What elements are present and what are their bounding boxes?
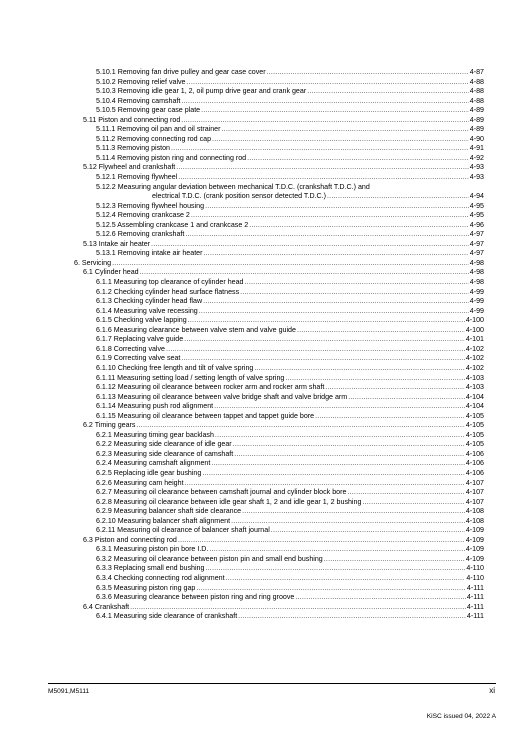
dot-leader <box>185 230 468 240</box>
toc-entry-page: 4-90 <box>469 134 484 143</box>
toc-entry[interactable] <box>74 163 484 173</box>
toc-entry-page: 4-97 <box>469 239 484 248</box>
toc-entry[interactable] <box>74 78 484 88</box>
toc-entry-page: 4-99 <box>469 306 484 315</box>
dot-leader <box>203 249 468 259</box>
toc-entry-title: 6.3 Piston and connecting rod <box>83 535 177 544</box>
toc-entry-title: 6.1.1 Measuring top clearance of cylinder head <box>96 278 244 287</box>
toc-entry-page: 4-107 <box>465 497 484 506</box>
toc-entry-title: 6.1.8 Correcting valve <box>96 344 166 353</box>
toc-entry[interactable] <box>74 68 484 78</box>
dot-leader <box>242 507 465 517</box>
toc-entry[interactable] <box>74 459 484 469</box>
toc-entry[interactable] <box>74 106 484 116</box>
toc-entry[interactable] <box>74 593 484 603</box>
toc-entry[interactable] <box>74 116 484 126</box>
toc-entry[interactable] <box>74 469 484 479</box>
toc-entry-page: 4-105 <box>465 430 484 439</box>
toc-entry-page: 4-105 <box>465 411 484 420</box>
toc-entry[interactable] <box>74 335 484 345</box>
dot-leader <box>196 584 466 594</box>
toc-entry[interactable] <box>74 221 484 231</box>
toc-entry-page: 4-89 <box>469 115 484 124</box>
dot-leader <box>327 192 469 202</box>
toc-entry-page: 4-103 <box>465 373 484 382</box>
toc-entry-page: 4-107 <box>465 478 484 487</box>
toc-entry-title: 6.2.8 Measuring oil clearance between idle gear shaft 1, 2 and idle gear 1, 2 bushing <box>96 497 362 506</box>
toc-entry-title-continued: electrical T.D.C. (crank position sensor detected T.D.C.) <box>152 192 326 201</box>
toc-entry-page: 4-106 <box>465 459 484 468</box>
toc-entry-title: 5.11 Piston and connecting rod <box>83 115 181 124</box>
toc-entry[interactable] <box>74 545 484 555</box>
toc-entry-page: 4-105 <box>465 421 484 430</box>
dot-leader <box>166 345 465 355</box>
dot-leader <box>205 202 469 212</box>
dot-leader <box>347 488 464 498</box>
dot-leader <box>140 268 469 278</box>
dot-leader <box>231 517 465 527</box>
toc-entry-page: 4-98 <box>469 258 484 267</box>
dot-leader <box>215 431 465 441</box>
toc-entry-title: 6.1.5 Checking valve lapping <box>96 316 187 325</box>
toc-entry-title: 5.10.5 Removing gear case plate <box>96 106 201 115</box>
dot-leader <box>247 154 469 164</box>
dot-leader <box>176 163 469 173</box>
dot-leader <box>214 402 465 412</box>
dot-leader <box>211 459 464 469</box>
toc-entry-page: 4-95 <box>469 211 484 220</box>
toc-entry-page: 4-101 <box>465 335 484 344</box>
toc-entry-page: 4-111 <box>466 612 484 621</box>
toc-entry-page: 4-111 <box>466 583 484 592</box>
toc-entry-title: 6.2 Timing gears <box>83 421 136 430</box>
toc-entry[interactable] <box>74 364 484 374</box>
dot-leader <box>202 469 465 479</box>
toc-entry-page: 4-95 <box>469 201 484 210</box>
toc-entry[interactable] <box>74 498 484 508</box>
toc-entry-page: 4-100 <box>465 316 484 325</box>
dot-leader <box>188 316 465 326</box>
toc-entry-title: 6.1.6 Measuring clearance between valve stem and valve guide <box>96 325 296 334</box>
toc-entry[interactable] <box>74 564 484 574</box>
toc-entry-page: 4-104 <box>465 392 484 401</box>
toc-entry-title: 6.3.2 Measuring oil clearance between piston pin and small end bushing <box>96 554 323 563</box>
toc-entry-title: 6.2.2 Measuring side clearance of idle gear <box>96 440 232 449</box>
toc-entry-title: 6.1.15 Measuring oil clearance between tappet and tappet guide bore <box>96 411 315 420</box>
toc-entry[interactable] <box>74 603 484 613</box>
dot-leader <box>285 374 464 384</box>
toc-entry-page: 4-102 <box>465 344 484 353</box>
toc-entry-title: 6.4 Crankshaft <box>83 602 130 611</box>
dot-leader <box>267 68 469 78</box>
toc-entry-page: 4-110 <box>466 573 484 582</box>
toc-entry-title: 6.1.13 Measuring oil clearance between valve bridge shaft and valve bridge arm <box>96 392 348 401</box>
toc-entry-title: 6.1.2 Checking cylinder head surface flatness <box>96 287 240 296</box>
toc-entry[interactable] <box>74 249 484 259</box>
toc-entry[interactable] <box>74 393 484 403</box>
footer-model: M5091,M5111 <box>48 688 90 695</box>
toc-entry-page: 4-91 <box>469 144 484 153</box>
toc-entry-title: 5.10.3 Removing idle gear 1, 2, oil pump drive gear and crank gear <box>96 87 307 96</box>
toc-entry[interactable] <box>74 374 484 384</box>
dot-leader <box>181 354 464 364</box>
toc-entry-title: 6.3.6 Measuring clearance between piston ring and ring groove <box>96 593 295 602</box>
toc-entry[interactable] <box>74 383 484 393</box>
toc-entry-page: 4-108 <box>465 516 484 525</box>
dot-leader <box>130 603 466 613</box>
toc-entry-title: 5.12.3 Removing flywheel housing <box>96 201 205 210</box>
toc-entry-title: 5.10.2 Removing relief valve <box>96 77 186 86</box>
toc-entry-title: 6.3.1 Measuring piston pin bore I.D. <box>96 545 209 554</box>
toc-entry-title: 6.1.11 Measuring setting load / setting length of valve spring <box>96 373 285 382</box>
toc-entry-title: 6.2.4 Measuring camshaft alignment <box>96 459 211 468</box>
toc-entry-page: 4-109 <box>465 554 484 563</box>
toc-entry-page: 4-111 <box>466 593 484 602</box>
toc-entry-page: 4-99 <box>469 297 484 306</box>
dot-leader <box>348 393 465 403</box>
toc-entry-page: 4-88 <box>469 87 484 96</box>
dot-leader <box>136 421 464 431</box>
toc-entry-page: 4-109 <box>465 545 484 554</box>
dot-leader <box>112 259 469 269</box>
toc-entry[interactable] <box>74 316 484 326</box>
dot-leader <box>203 297 469 307</box>
toc-entry[interactable] <box>74 297 484 307</box>
toc-entry[interactable] <box>74 326 484 336</box>
toc-entry[interactable] <box>74 144 484 154</box>
toc-entry[interactable] <box>74 307 484 317</box>
toc-entry-page: 4-92 <box>469 153 484 162</box>
toc-entry[interactable] <box>74 517 484 527</box>
dot-leader <box>178 173 469 183</box>
toc-entry-page: 4-102 <box>465 354 484 363</box>
toc-entry[interactable] <box>74 584 484 594</box>
footer-divider <box>48 683 496 684</box>
toc-entry-page: 4-89 <box>469 106 484 115</box>
dot-leader <box>181 97 468 107</box>
toc-entry-title: 5.12 Flywheel and crankshaft <box>83 163 176 172</box>
toc-entry-title: 5.12.4 Removing crankcase 2 <box>96 211 190 220</box>
dot-leader <box>238 612 466 622</box>
toc-entry[interactable] <box>74 87 484 97</box>
toc-entry[interactable] <box>74 202 484 212</box>
toc-entry[interactable] <box>74 154 484 164</box>
toc-entry-title: 5.11.4 Removing piston ring and connecting rod <box>96 153 247 162</box>
dot-leader <box>244 278 468 288</box>
dot-leader <box>205 564 465 574</box>
toc-entry[interactable] <box>74 412 484 422</box>
table-of-contents <box>74 68 484 622</box>
toc-entry-title: 5.10.4 Removing camshaft <box>96 96 181 105</box>
toc-entry-title: 5.12.2 Measuring angular deviation between mechanical T.D.C. (crankshaft T.D.C.) and <box>96 182 370 191</box>
toc-entry-title: 6.2.11 Measuring oil clearance of balancer shaft journal <box>96 526 270 535</box>
toc-entry-page: 4-87 <box>469 68 484 76</box>
dot-leader <box>151 240 469 250</box>
dot-leader <box>199 307 469 317</box>
toc-entry-page: 4-93 <box>469 163 484 172</box>
dot-leader <box>307 87 469 97</box>
toc-entry-title: 5.11.2 Removing connecting rod cap <box>96 134 212 143</box>
toc-entry[interactable] <box>74 354 484 364</box>
toc-entry[interactable] <box>74 402 484 412</box>
toc-entry-title: 6.1.12 Measuring oil clearance between rocker arm and rocker arm shaft <box>96 383 325 392</box>
dot-leader <box>178 536 465 546</box>
dot-leader <box>171 144 469 154</box>
dot-leader <box>226 574 466 584</box>
toc-entry-title: 6. Servicing <box>74 258 112 267</box>
toc-entry-title: 6.1.3 Checking cylinder head flaw <box>96 297 203 306</box>
toc-entry[interactable] <box>74 288 484 298</box>
dot-leader <box>315 412 465 422</box>
toc-entry[interactable] <box>74 612 484 622</box>
dot-leader <box>240 288 469 298</box>
toc-entry-title: 6.1 Cylinder head <box>83 268 139 277</box>
toc-entry-page: 4-106 <box>465 449 484 458</box>
dot-leader <box>324 555 465 565</box>
dot-leader <box>184 335 465 345</box>
toc-entry-title: 5.11.1 Removing oil pan and oil strainer <box>96 125 221 134</box>
dot-leader <box>191 211 469 221</box>
dot-leader <box>209 545 464 555</box>
toc-entry-page: 4-105 <box>465 440 484 449</box>
dot-leader <box>271 526 465 536</box>
toc-entry-page: 4-110 <box>466 564 484 573</box>
toc-entry[interactable] <box>74 211 484 221</box>
toc-entry-page: 4-100 <box>465 325 484 334</box>
toc-entry-title: 6.1.14 Measuring push rod alignment <box>96 402 214 411</box>
toc-entry-title: 6.2.7 Measuring oil clearance between camshaft journal and cylinder block bore <box>96 488 347 497</box>
dot-leader <box>181 116 469 126</box>
toc-entry-page: 4-97 <box>469 230 484 239</box>
toc-entry[interactable] <box>74 345 484 355</box>
dot-leader <box>212 135 469 145</box>
toc-entry[interactable] <box>74 230 484 240</box>
toc-entry-page: 4-109 <box>465 535 484 544</box>
toc-entry[interactable] <box>74 135 484 145</box>
toc-entry-page: 4-102 <box>465 363 484 372</box>
toc-entry-title: 6.2.10 Measuring balancer shaft alignment <box>96 516 231 525</box>
toc-entry[interactable] <box>74 125 484 135</box>
toc-entry-title: 6.4.1 Measuring side clearance of crankshaft <box>96 612 238 621</box>
toc-entry-page: 4-99 <box>469 287 484 296</box>
dot-leader <box>297 326 465 336</box>
dot-leader <box>187 78 469 88</box>
toc-entry-title: 6.2.6 Measuring cam height <box>96 478 184 487</box>
dot-leader <box>233 440 465 450</box>
toc-entry-page: 4-93 <box>469 173 484 182</box>
toc-entry[interactable] <box>74 97 484 107</box>
toc-entry-title: 6.1.4 Measuring valve recessing <box>96 306 198 315</box>
toc-entry-title: 6.1.7 Replacing valve guide <box>96 335 184 344</box>
dot-leader <box>201 106 469 116</box>
toc-entry-title: 6.2.9 Measuring balancer shaft side clearance <box>96 507 242 516</box>
toc-entry-page: 4-98 <box>469 268 484 277</box>
toc-entry-page: 4-106 <box>465 468 484 477</box>
dot-leader <box>185 479 465 489</box>
toc-entry-page: 4-96 <box>469 220 484 229</box>
toc-entry[interactable] <box>74 526 484 536</box>
toc-entry-title: 6.2.5 Replacing idle gear bushing <box>96 468 202 477</box>
dot-leader <box>249 221 469 231</box>
toc-entry-title: 6.2.3 Measuring side clearance of camshaft <box>96 449 234 458</box>
toc-entry-page: 4-97 <box>469 249 484 258</box>
toc-entry[interactable] <box>74 507 484 517</box>
toc-entry-title: 5.12.1 Removing flywheel <box>96 173 178 182</box>
toc-entry-title: 6.3.3 Replacing small end bushing <box>96 564 205 573</box>
toc-entry-page: 4-89 <box>469 125 484 134</box>
toc-entry-title: 5.10.1 Removing fan drive pulley and gear case cover <box>96 68 266 76</box>
toc-entry[interactable] <box>74 268 484 278</box>
toc-entry[interactable] <box>74 259 484 269</box>
toc-entry-title: 6.3.4 Checking connecting rod alignment <box>96 573 225 582</box>
toc-entry-title: 6.2.1 Measuring timing gear backlash <box>96 430 214 439</box>
toc-entry-title: 5.13 Intake air heater <box>83 239 151 248</box>
dot-leader <box>325 383 465 393</box>
toc-entry[interactable] <box>74 488 484 498</box>
toc-entry[interactable] <box>74 479 484 489</box>
dot-leader <box>221 125 468 135</box>
toc-entry[interactable] <box>74 431 484 441</box>
toc-entry[interactable] <box>74 555 484 565</box>
toc-entry-page: 4-88 <box>469 96 484 105</box>
toc-entry-page: 4-107 <box>465 488 484 497</box>
toc-entry-title: 6.3.5 Measuring piston ring gap <box>96 583 196 592</box>
toc-entry-page: 4-111 <box>466 602 484 611</box>
toc-entry-title: 5.13.1 Removing intake air heater <box>96 249 203 258</box>
toc-entry-title: 5.11.3 Removing piston <box>96 144 171 153</box>
toc-entry-page: 4-104 <box>465 402 484 411</box>
dot-leader <box>254 364 465 374</box>
toc-entry[interactable] <box>74 440 484 450</box>
toc-entry-page: 4-103 <box>465 383 484 392</box>
toc-entry-page: 4-88 <box>469 77 484 86</box>
toc-entry[interactable] <box>74 240 484 250</box>
toc-entry[interactable] <box>74 450 484 460</box>
toc-entry-page: 4-94 <box>469 192 484 201</box>
toc-entry-page: 4-108 <box>465 507 484 516</box>
dot-leader <box>295 593 466 603</box>
toc-entry[interactable] <box>74 536 484 546</box>
toc-entry-title: 5.12.5 Assembling crankcase 1 and crankcase 2 <box>96 220 249 229</box>
toc-entry-page: 4-98 <box>469 278 484 287</box>
toc-entry[interactable] <box>74 173 484 183</box>
toc-entry[interactable] <box>74 574 484 584</box>
toc-entry[interactable] <box>74 421 484 431</box>
toc-entry[interactable] <box>74 278 484 288</box>
issue-note: KiSC issued 04, 2022 A <box>426 713 496 720</box>
dot-leader <box>234 450 465 460</box>
footer-page-number: xi <box>489 686 495 695</box>
toc-entry-page: 4-109 <box>465 526 484 535</box>
dot-leader <box>362 498 464 508</box>
toc-entry-title: 6.1.10 Checking free length and tilt of valve spring <box>96 363 254 372</box>
toc-entry[interactable] <box>74 183 484 202</box>
toc-entry-title: 5.12.6 Removing crankshaft <box>96 230 185 239</box>
toc-entry-title: 6.1.9 Correcting valve seat <box>96 354 181 363</box>
